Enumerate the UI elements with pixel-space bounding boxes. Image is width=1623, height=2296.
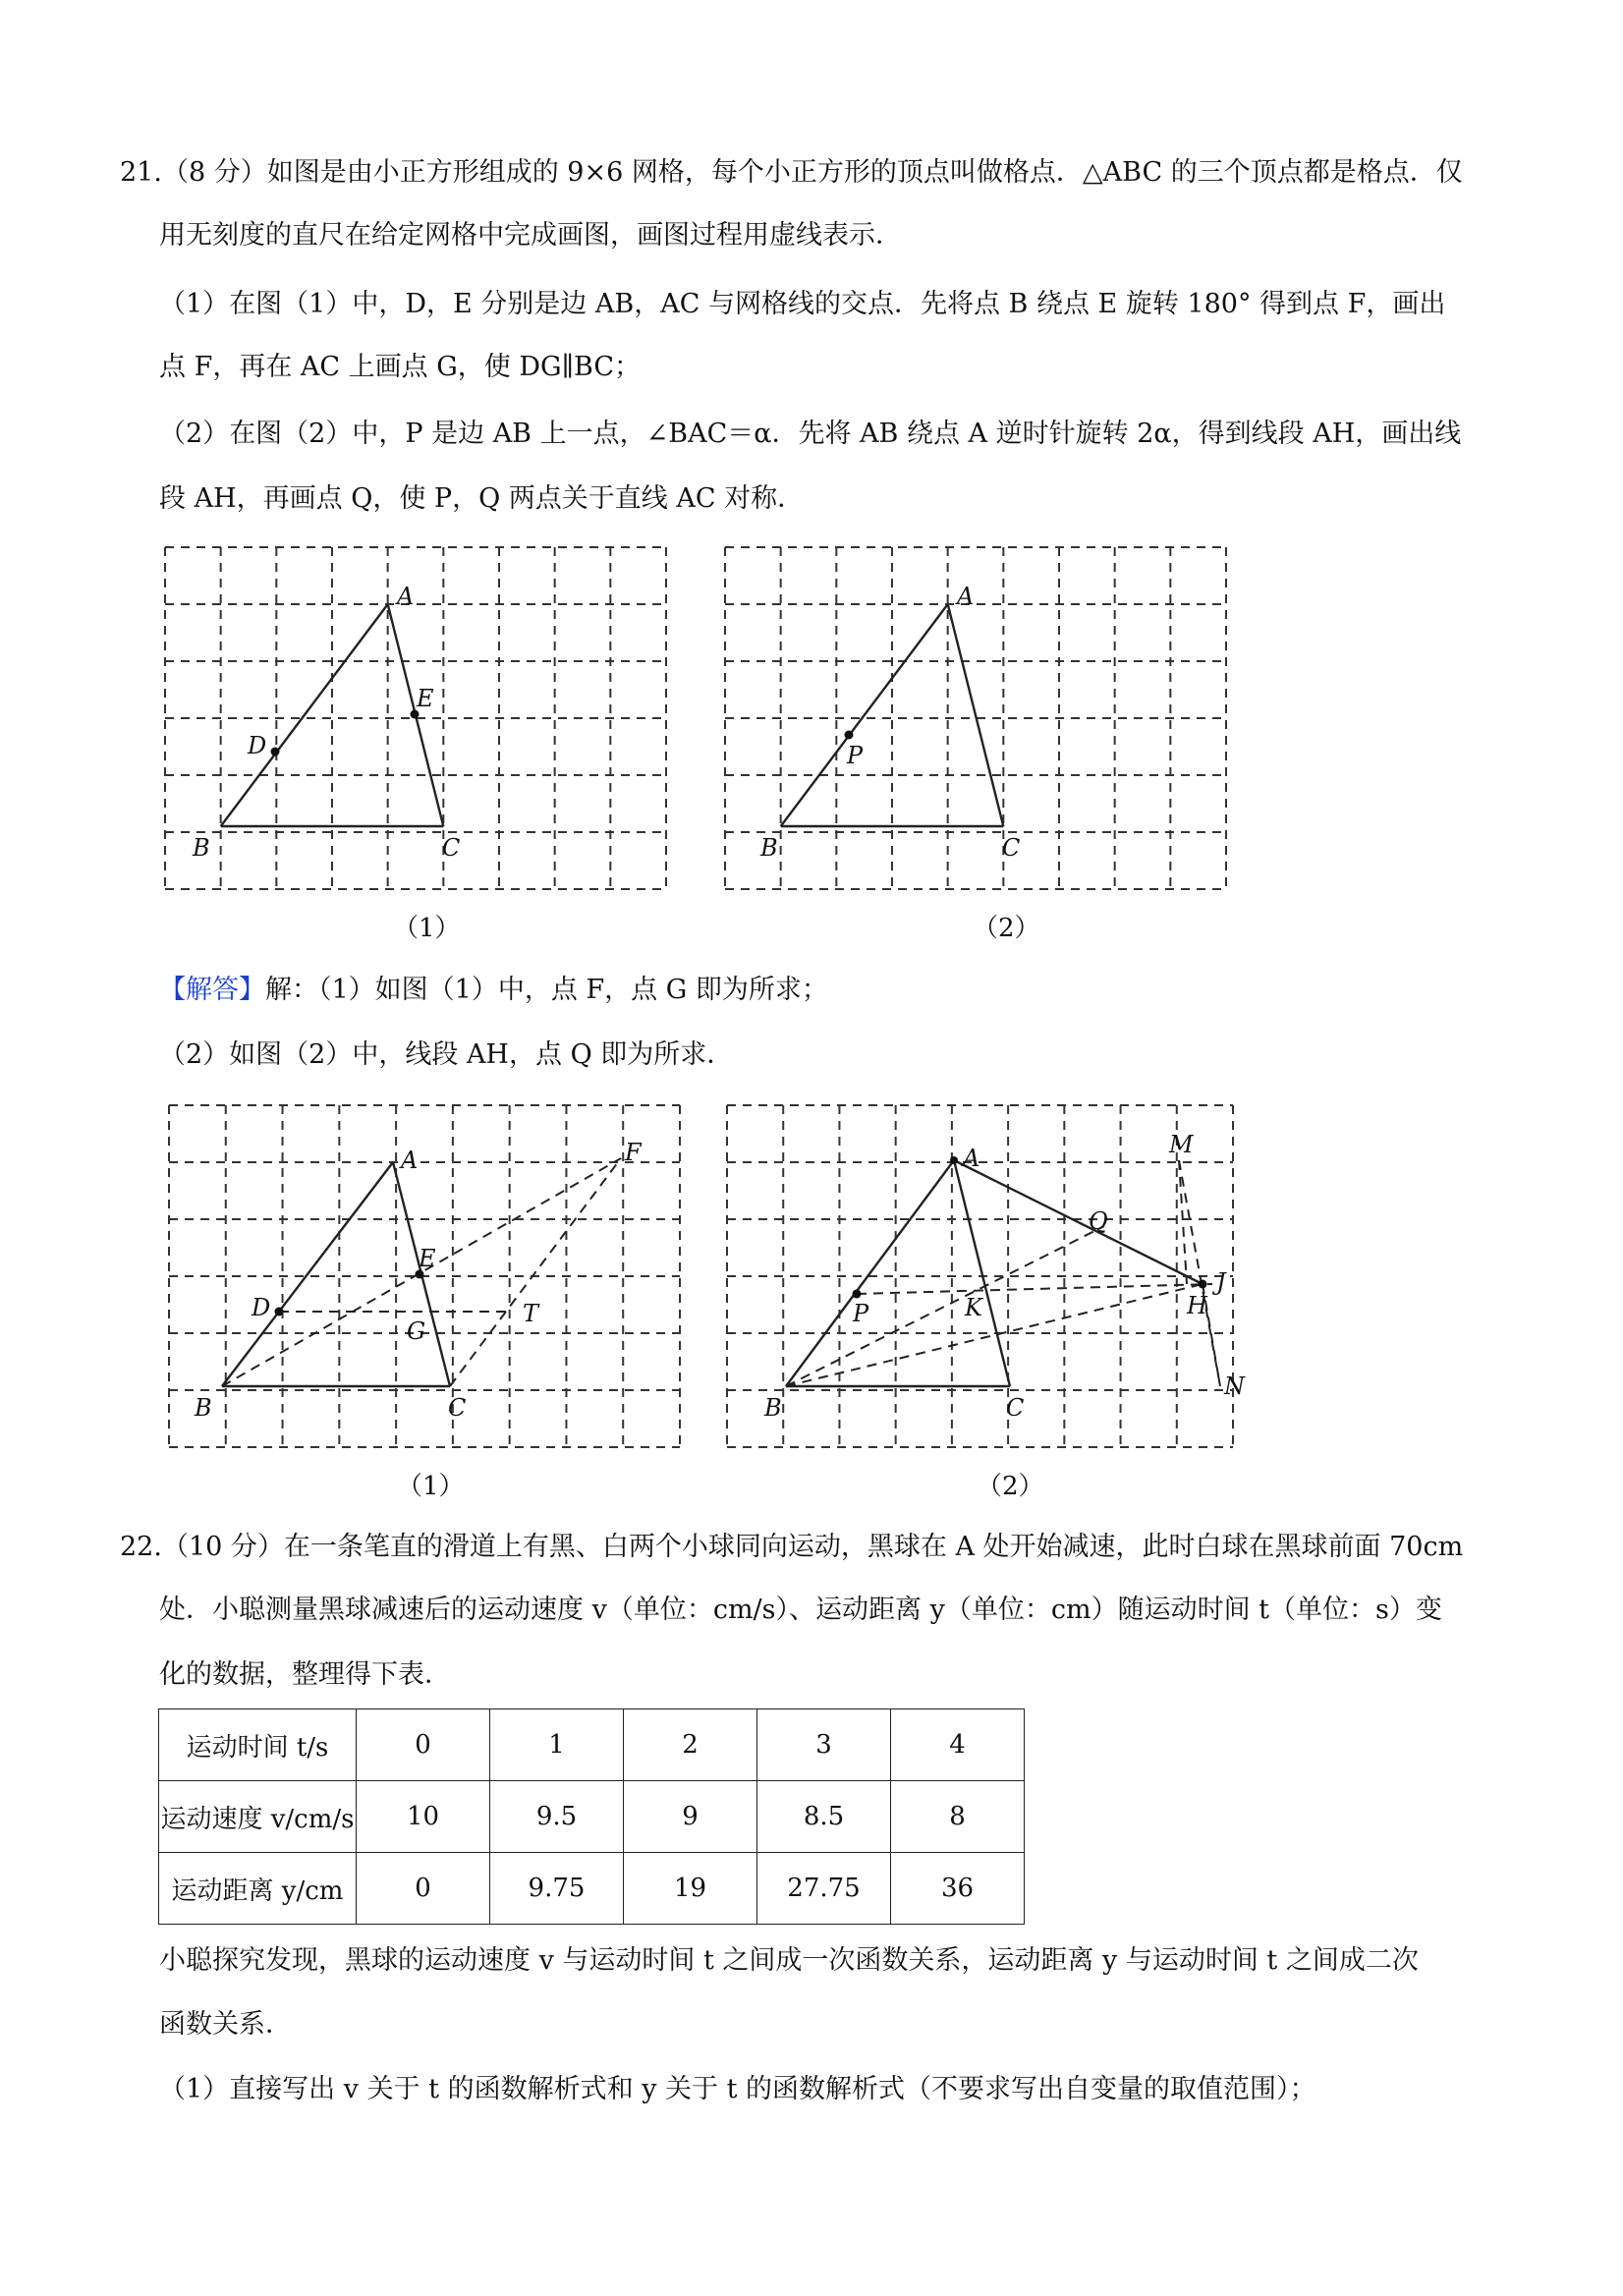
q22-line-3: 化的数据，整理得下表． [159, 1659, 451, 1690]
segment-ab [786, 1160, 954, 1386]
label-f: F [625, 1139, 642, 1166]
figure-1-question [157, 545, 678, 891]
label-a: A [963, 1145, 980, 1172]
grid-4 [727, 1105, 1233, 1447]
figure-1-answer [157, 1103, 688, 1449]
table-cell: 36 [891, 1853, 1025, 1925]
q22-line-2: 处．小聪测量黑球减速后的运动速度 v（单位：cm/s）、运动距离 y（单位：cm）随运动时间 t（单位：s）变 [159, 1595, 1442, 1625]
table-cell: 10 [357, 1781, 490, 1853]
table-cell: 27.75 [757, 1853, 891, 1925]
q21-line-2: 用无刻度的直尺在给定网格中完成画图，画图过程用虚线表示． [159, 220, 902, 251]
label-d: D [252, 1294, 271, 1321]
label-e: E [417, 685, 434, 712]
table-row [159, 1853, 1025, 1925]
answer-text-1: 解：（1）如图（1）中，点 F，点 G 即为所求； [265, 975, 828, 1005]
answer-line-2: （2）如图（2）中，线段 AH，点 Q 即为所求． [159, 1039, 734, 1070]
label-b: B [760, 834, 778, 862]
figure-2-answer [725, 1103, 1275, 1449]
segment-ab [222, 1162, 393, 1386]
table-row [159, 1781, 1025, 1853]
label-k: K [965, 1294, 982, 1321]
label-m: M [1169, 1131, 1194, 1158]
row-header: 运动时间 t/s [159, 1709, 357, 1781]
q22-line-5: 函数关系． [159, 2009, 292, 2040]
segment-ac [948, 604, 1004, 826]
label-c: C [1002, 834, 1021, 862]
q21-line-6: 段 AH，再画点 Q，使 P，Q 两点关于直线 AC 对称． [159, 483, 805, 514]
figure-2-question [721, 545, 1242, 891]
segment-ac [954, 1160, 1010, 1386]
figure-2-answer-caption: （2） [977, 1472, 1044, 1501]
figure-2-caption: （2） [973, 914, 1040, 943]
q21-line-3: （1）在图（1）中，D，E 分别是边 AB，AC 与网格线的交点．先将点 B 绕点 E 旋转 180° 得到点 F，画出 [159, 289, 1446, 319]
table-cell: 9.5 [490, 1781, 624, 1853]
table-cell: 0 [357, 1709, 490, 1781]
segment-cf [450, 1158, 621, 1386]
segment-bq [786, 1226, 1104, 1386]
label-j: J [1216, 1268, 1226, 1296]
point-d [275, 1308, 284, 1316]
point-a [950, 1156, 958, 1164]
q22-line-1: 22.（10 分）在一条笔直的滑道上有黑、白两个小球同向运动，黑球在 A 处开始减速，此时白球在黑球前面 70cm [120, 1532, 1464, 1562]
table-cell: 1 [490, 1709, 624, 1781]
q21-line-1: 21.（8 分）如图是由小正方形组成的 9×6 网格，每个小正方形的顶点叫做格点．△ABC 的三个顶点都是格点．仅 [120, 157, 1463, 188]
label-p: P [847, 742, 864, 769]
label-n: N [1224, 1372, 1245, 1400]
table-cell: 8.5 [757, 1781, 891, 1853]
table-cell: 8 [891, 1781, 1025, 1853]
row-header: 运动速度 v/cm/s [159, 1781, 357, 1853]
label-b: B [193, 834, 210, 862]
label-e: E [419, 1245, 436, 1272]
data-table [158, 1708, 1025, 1925]
label-p: P [853, 1300, 869, 1327]
table-cell: 0 [357, 1853, 490, 1925]
table-cell: 9 [624, 1781, 757, 1853]
table-row [159, 1709, 1025, 1781]
label-q: Q [1089, 1207, 1108, 1235]
label-c: C [1006, 1394, 1025, 1422]
label-c: C [442, 834, 461, 862]
label-t: T [523, 1300, 539, 1327]
label-g: G [407, 1317, 426, 1345]
point-d [271, 748, 280, 756]
table-cell: 9.75 [490, 1853, 624, 1925]
q21-line-4: 点 F，再在 AC 上画点 G，使 DG∥BC； [159, 352, 642, 382]
label-d: D [248, 732, 267, 759]
label-a: A [401, 1147, 419, 1174]
segment-ab [221, 604, 388, 826]
label-b: B [764, 1394, 782, 1422]
label-c: C [448, 1394, 467, 1422]
q21-line-5: （2）在图（2）中，P 是边 AB 上一点，∠BAC＝α．先将 AB 绕点 A 逆时针旋转 2α，得到线段 AH，画出线 [159, 419, 1462, 449]
figure-1-caption: （1） [393, 914, 461, 943]
point-p [853, 1290, 862, 1299]
grid-3 [169, 1105, 680, 1447]
table-cell: 3 [757, 1709, 891, 1781]
answer-line-1 [159, 973, 828, 1008]
segment-pj [857, 1284, 1212, 1294]
figure-1-answer-caption: （1） [397, 1472, 465, 1501]
table-cell: 4 [891, 1709, 1025, 1781]
answer-tag: 【解答】 [159, 975, 265, 1005]
label-b: B [195, 1394, 212, 1422]
q22-line-4: 小聪探究发现，黑球的运动速度 v 与运动时间 t 之间成一次函数关系，运动距离 y 与运动时间 t 之间成二次 [159, 1945, 1419, 1976]
label-a: A [397, 583, 415, 610]
table-cell: 2 [624, 1709, 757, 1781]
segment-bh [786, 1284, 1203, 1386]
q22-line-6: （1）直接写出 v 关于 t 的函数解析式和 y 关于 t 的函数解析式（不要求写出自变量的取值范围）； [159, 2074, 1316, 2104]
point-h [1199, 1280, 1207, 1289]
table-cell: 19 [624, 1853, 757, 1925]
segment-ah [954, 1160, 1203, 1284]
point-p [845, 731, 854, 740]
row-header: 运动距离 y/cm [159, 1853, 357, 1925]
segment-ab [781, 604, 948, 826]
label-h: H [1187, 1292, 1207, 1319]
label-a: A [957, 583, 975, 610]
